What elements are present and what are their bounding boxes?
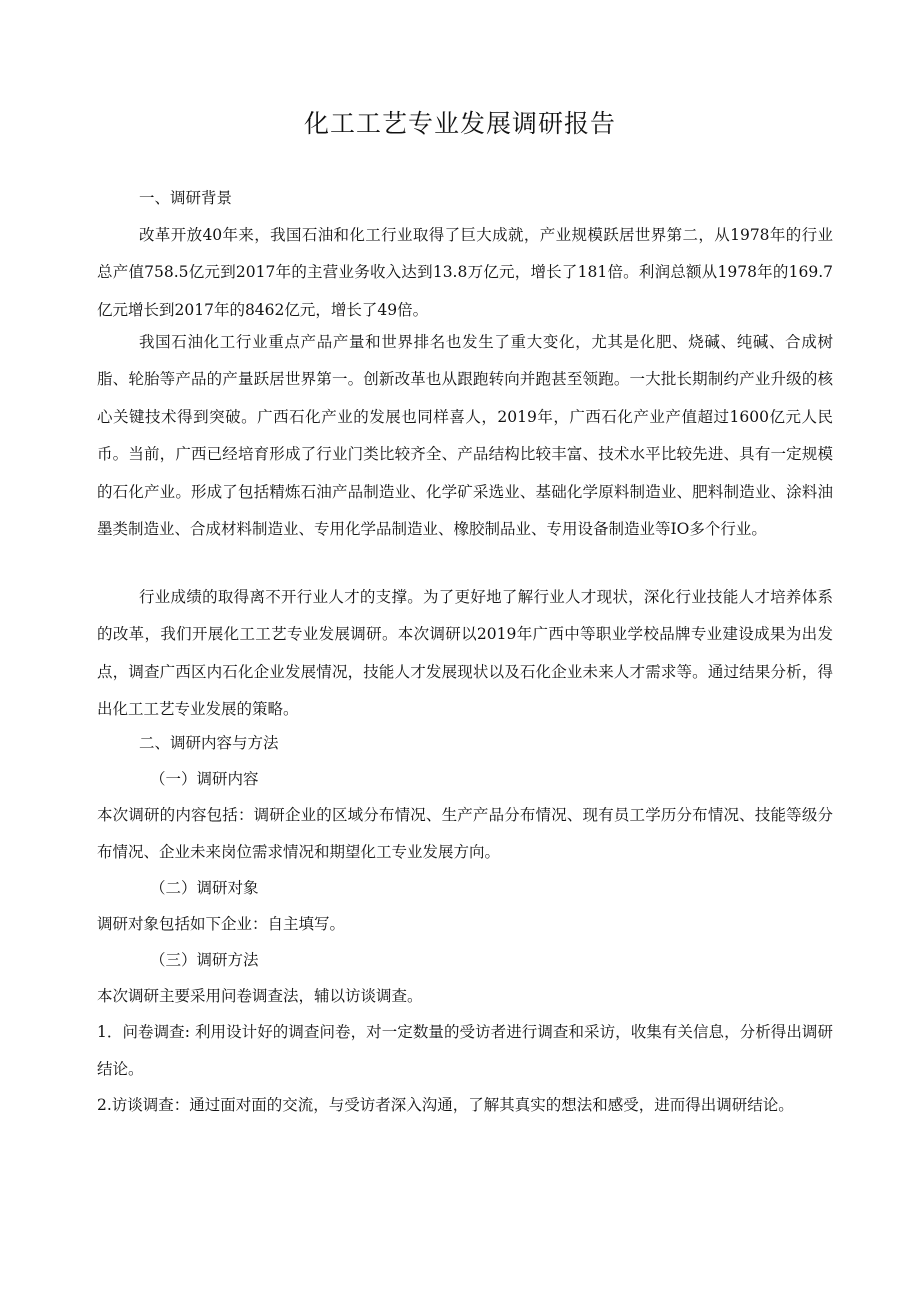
paragraph-research-content: 本次调研的内容包括：调研企业的区域分布情况、生产产品分布情况、现有员工学历分布情况、技能等级分布情况、企业未来岗位需求情况和期望化工专业发展方向。 xyxy=(97,806,833,862)
section-heading-background: 一、调研背景 xyxy=(139,189,233,207)
paragraph-research-methods: 本次调研主要采用问卷调查法，辅以访谈调查。 xyxy=(97,987,423,1005)
paragraph-product-rankings: 我国石油化工行业重点产品产量和世界排名也发生了重大变化，尤其是化肥、烧碱、纯碱、合成树脂、轮胎等产品的产量跃居世界第一。创新改革也从跟跑转向并跑甚至领跑。一大批长期制约产业升级的核心关键技术得到突破。广西石化产业的发展也同样喜人，2019年，广西石化产业产值超过1600亿元人民币。当前，广西已经培育形成了行业门类比较齐全、产品结构比较丰富、技术水平比较先进、具有一定规模的石化产业。形成了包括精炼石油产品制造业、化学矿采选业、基础化学原料制造业、肥料制造业、涂料油墨类制造业、合成材料制造业、专用化学品制造业、橡胶制品业、专用设备制造业等IO多个行业。 xyxy=(97,333,833,539)
document-title: 化工工艺专业发展调研报告 xyxy=(303,109,616,138)
list-item-questionnaire: 1．问卷调查: 利用设计好的调查问卷，对一定数量的受访者进行调查和采访，收集有关信息，分析得出调研结论。 xyxy=(97,1023,833,1079)
section-heading-content-method: 二、调研内容与方法 xyxy=(139,734,279,752)
list-item-interview: 2.访谈调查：通过面对面的交流，与受访者深入沟通，了解其真实的想法和感受，进而得出调研结论。 xyxy=(97,1096,794,1114)
subheading-research-objects: （二）调研对象 xyxy=(150,879,259,897)
paragraph-industry-growth: 改革开放40年来，我国石油和化工行业取得了巨大成就，产业规模跃居世界第二，从1978年的行业总产值758.5亿元到2017年的主营业务收入达到13.8万亿元，增长了181倍。利润总额从1978年的169.7亿元增长到2017年的8462亿元，增长了49倍。 xyxy=(97,226,833,319)
subheading-research-methods: （三）调研方法 xyxy=(150,951,259,969)
paragraph-talent-support: 行业成绩的取得离不开行业人才的支撑。为了更好地了解行业人才现状，深化行业技能人才培养体系的改革，我们开展化工工艺专业发展调研。本次调研以2019年广西中等职业学校品牌专业建设成果为出发点，调查广西区内石化企业发展情况，技能人才发展现状以及石化企业未来人才需求等。通过结果分析，得出化工工艺专业发展的策略。 xyxy=(97,588,833,719)
paragraph-research-objects: 调研对象包括如下企业：自主填写。 xyxy=(97,915,346,933)
subheading-research-content: （一）调研内容 xyxy=(150,770,259,788)
